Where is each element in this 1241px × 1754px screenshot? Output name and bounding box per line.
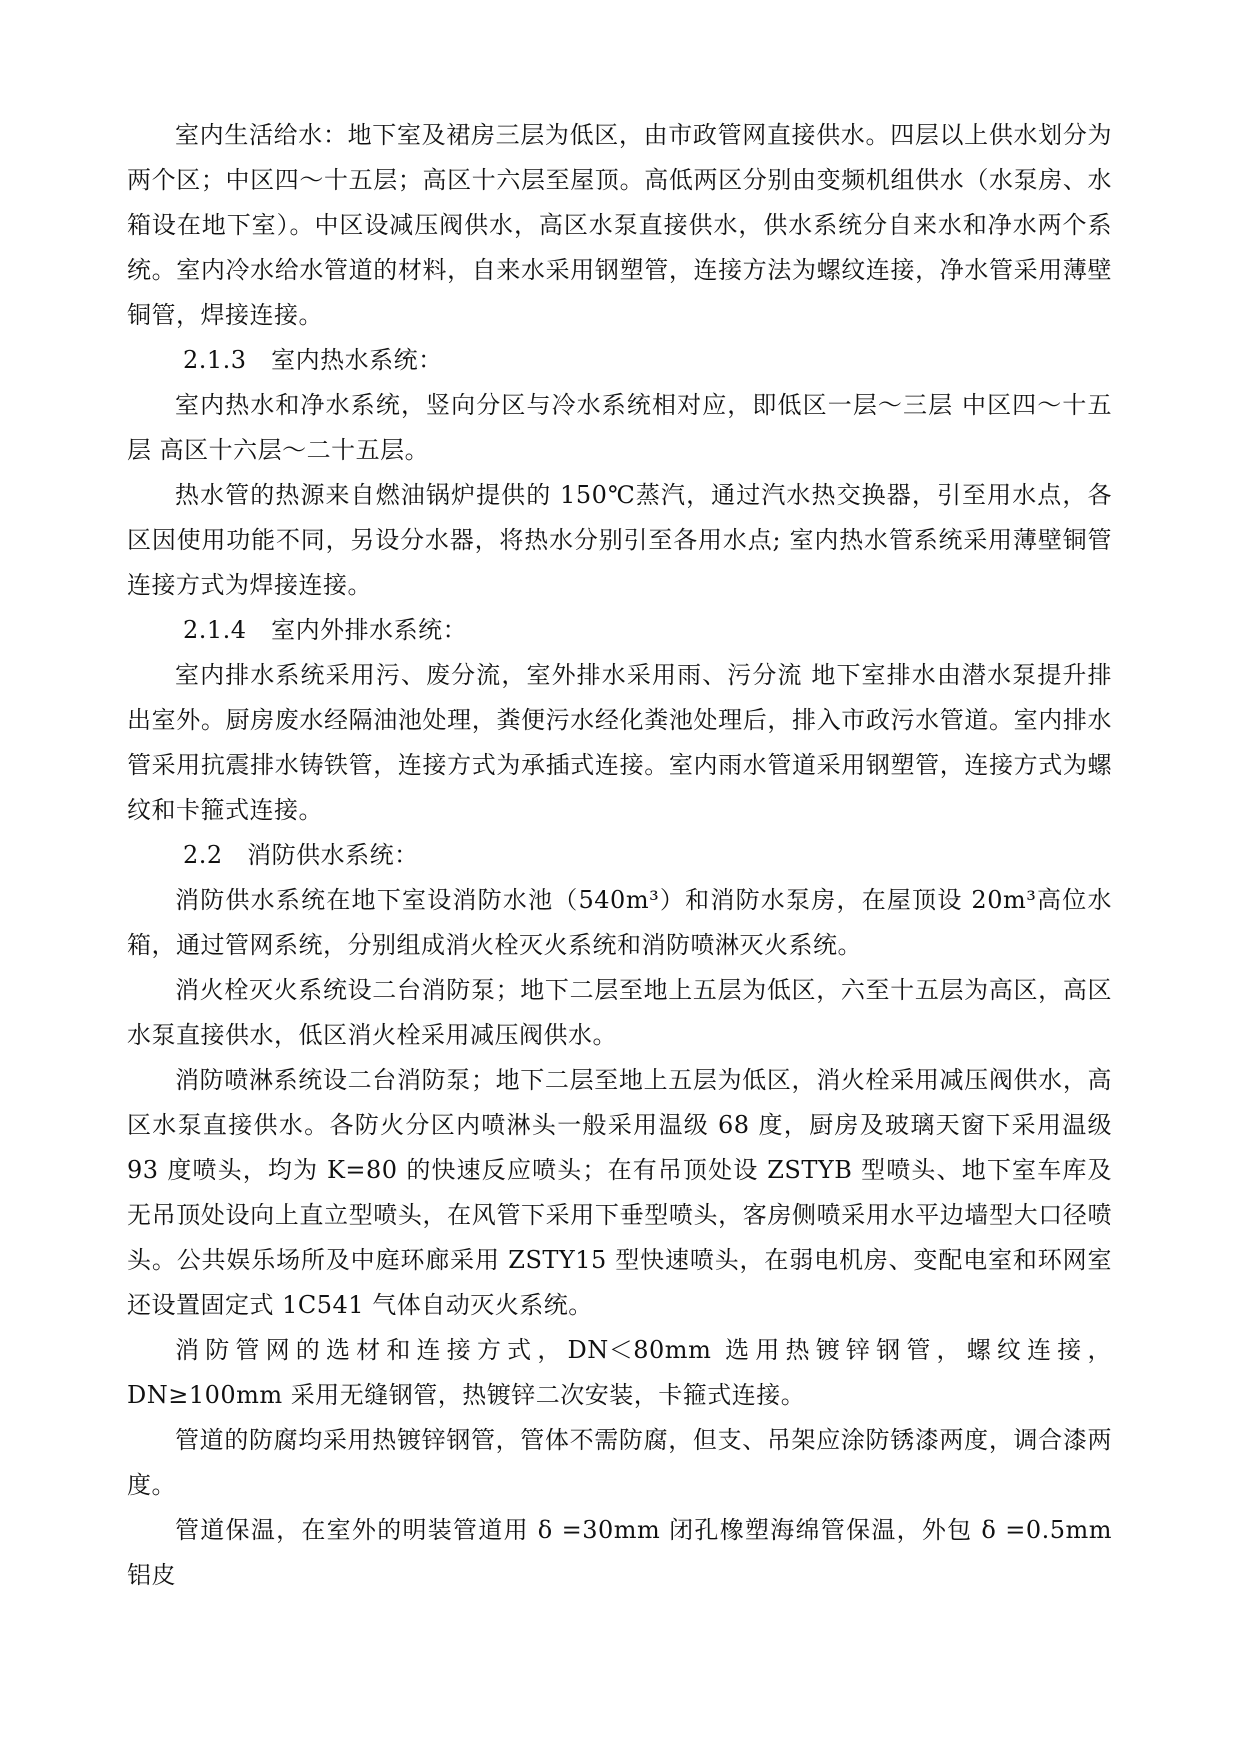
document-body xyxy=(127,113,1112,1598)
paragraph-hot-water-zoning: 室内热水和净水系统，竖向分区与冷水系统相对应，即低区一层～三层 中区四～十五层 高区十六层～二十五层。 xyxy=(127,391,1112,464)
section-heading-2-2: 2.2 消防供水系统： xyxy=(183,841,419,869)
section-heading-2-1-3: 2.1.3 室内热水系统： xyxy=(183,346,443,374)
paragraph-hot-water-source: 热水管的热源来自燃油锅炉提供的 150℃蒸汽，通过汽水热交换器，引至用水点，各区因使用功能不同，另设分水器，将热水分别引至各用水点; 室内热水管系统采用薄壁铜管连接方式为焊接连接。 xyxy=(127,481,1112,599)
section-heading-2-1-4: 2.1.4 室内外排水系统： xyxy=(183,616,468,644)
paragraph-sprinkler-system: 消防喷淋系统设二台消防泵；地下二层至地上五层为低区，消火栓采用减压阀供水，高区水泵直接供水。各防火分区内喷淋头一般采用温级 68 度，厨房及玻璃天窗下采用温级 93 度喷头，均为 K=80 的快速反应喷头；在有吊顶处设 ZSTYB 型喷头、地下室车库及无吊顶处设向上直立型喷头，在风管下采用下垂型喷头，客房侧喷采用水平边墙型大口径喷头。公共娱乐场所及中庭环廊采用 ZSTY15 型快速喷头，在弱电机房、变配电室和环网室还设置固定式 1C541 气体自动灭火系统。 xyxy=(127,1066,1112,1319)
paragraph-drainage-system: 室内排水系统采用污、废分流，室外排水采用雨、污分流 地下室排水由潜水泵提升排出室外。厨房废水经隔油池处理，粪便污水经化粪池处理后，排入市政污水管道。室内排水管采用抗震排水铸铁管，连接方式为承插式连接。室内雨水管道采用钢塑管，连接方式为螺纹和卡箍式连接。 xyxy=(127,661,1112,824)
paragraph-pipe-insulation: 管道保温，在室外的明装管道用 δ =30mm 闭孔橡塑海绵管保温，外包 δ =0.5mm 铝皮 xyxy=(127,1516,1112,1589)
paragraph-fire-pipe-materials: 消防管网的选材和连接方式，DN＜80mm 选用热镀锌钢管，螺纹连接，DN≥100mm 采用无缝钢管，热镀锌二次安装，卡箍式连接。 xyxy=(127,1336,1112,1409)
paragraph-hydrant-system: 消火栓灭火系统设二台消防泵；地下二层至地上五层为低区，六至十五层为高区，高区水泵直接供水，低区消火栓采用减压阀供水。 xyxy=(127,976,1112,1049)
paragraph-pipe-anticorrosion: 管道的防腐均采用热镀锌钢管，管体不需防腐，但支、吊架应涂防锈漆两度，调合漆两度。 xyxy=(127,1426,1112,1499)
paragraph-domestic-water-supply: 室内生活给水：地下室及裙房三层为低区，由市政管网直接供水。四层以上供水划分为两个区；中区四～十五层；高区十六层至屋顶。高低两区分别由变频机组供水（水泵房、水箱设在地下室）。中区设减压阀供水，高区水泵直接供水，供水系统分自来水和净水两个系统。室内冷水给水管道的材料，自来水采用钢塑管，连接方法为螺纹连接，净水管采用薄壁铜管，焊接连接。 xyxy=(127,121,1112,329)
paragraph-fire-water-supply: 消防供水系统在地下室设消防水池（540m³）和消防水泵房，在屋顶设 20m³高位水箱，通过管网系统，分别组成消火栓灭火系统和消防喷淋灭火系统。 xyxy=(127,886,1112,959)
